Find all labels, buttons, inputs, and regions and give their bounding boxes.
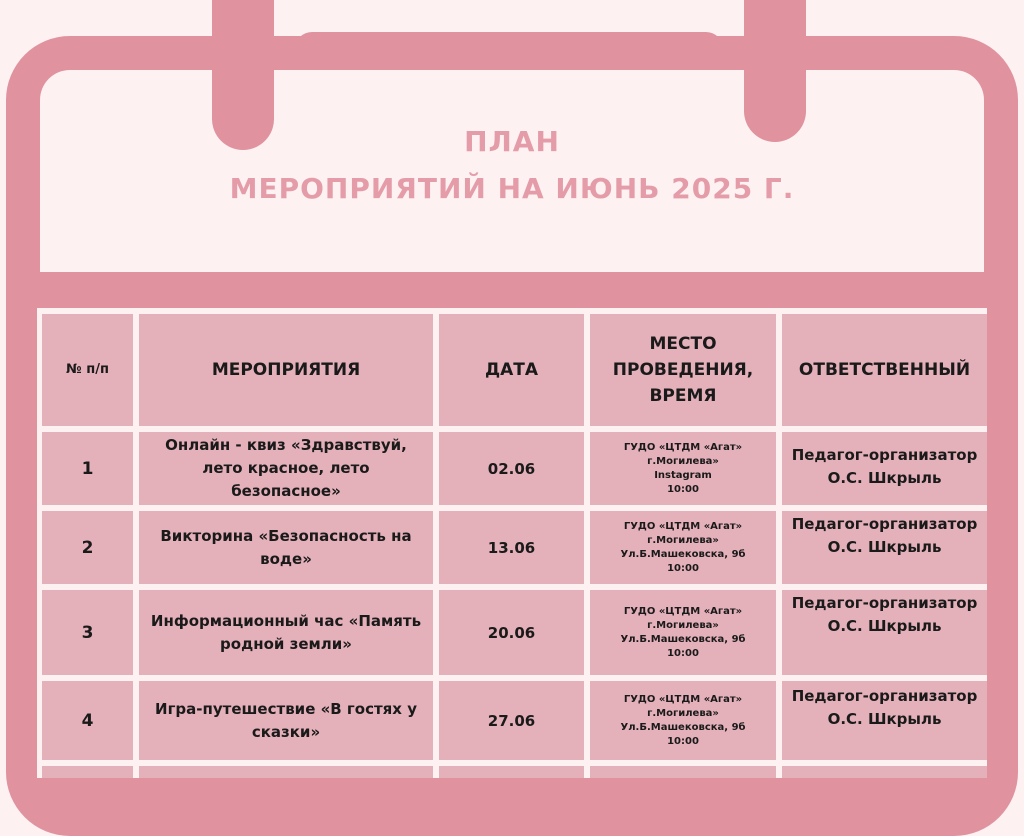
row-4-num — [42, 681, 133, 760]
row-responsible-role: Педагог-организатор — [791, 446, 978, 464]
row-2-place — [590, 511, 776, 584]
row-3-num — [42, 590, 133, 675]
row-3-date — [439, 590, 584, 675]
row-2-num — [42, 511, 133, 584]
row-2-date — [439, 511, 584, 584]
header-event-label: МЕРОПРИЯТИЯ — [211, 360, 361, 380]
row-4-responsible — [782, 681, 987, 760]
row-place-org: ГУДО «ЦТДМ «Агат» г.Могилева» — [623, 605, 743, 631]
row-responsible-name: О.С. Шкрыль — [827, 538, 942, 556]
row-place-org: ГУДО «ЦТДМ «Агат» г.Могилева» — [623, 520, 743, 546]
row-date-label: 20.06 — [487, 623, 536, 642]
calendar-ring-right — [744, 0, 806, 142]
plan-title: ПЛАН — [464, 125, 560, 158]
row-3-responsible — [782, 590, 987, 675]
row-place-org: ГУДО «ЦТДМ «Агат» г.Могилева» — [623, 441, 743, 467]
plan-subtitle: МЕРОПРИЯТИЙ НА ИЮНЬ 2025 Г. — [229, 172, 795, 205]
header-event — [139, 314, 433, 426]
row-place-org: ГУДО «ЦТДМ «Агат» г.Могилева» — [623, 693, 743, 719]
row-1-num — [42, 432, 133, 505]
calendar-top-bar — [295, 32, 723, 66]
row-place-location: Instagram — [654, 469, 712, 481]
header-num — [42, 314, 133, 426]
row-1-event — [139, 432, 433, 505]
row-3-place — [590, 590, 776, 675]
calendar-header-page — [40, 70, 984, 272]
header-num-label: № п/п — [66, 362, 109, 377]
row-2-responsible — [782, 511, 987, 584]
row-1-place — [590, 432, 776, 505]
row-date-label: 02.06 — [487, 459, 536, 478]
row-responsible-name: О.С. Шкрыль — [827, 710, 942, 728]
row-responsible-role: Педагог-организатор — [791, 594, 978, 612]
header-place-label: МЕСТО ПРОВЕДЕНИЯ, ВРЕМЯ — [612, 334, 754, 406]
row-1-date — [439, 432, 584, 505]
row-2-event — [139, 511, 433, 584]
row-place-location: Ул.Б.Машековска, 9б — [620, 548, 746, 560]
row-event-label: Онлайн - квиз «Здравствуй, лето красное, лето безопасное» — [165, 436, 407, 500]
row-place-time: 10:00 — [667, 735, 699, 747]
row-3-event — [139, 590, 433, 675]
header-responsible-label: ОТВЕТСТВЕННЫЙ — [798, 360, 971, 380]
row-1-responsible — [782, 432, 987, 505]
row-event-label: Информационный час «Память родной земли» — [150, 611, 422, 653]
row-4-place — [590, 681, 776, 760]
row-responsible-name: О.С. Шкрыль — [827, 469, 942, 487]
row-num-label: 2 — [81, 537, 94, 558]
row-place-time: 10:00 — [667, 562, 699, 574]
row-num-label: 3 — [81, 622, 94, 643]
header-responsible — [782, 314, 987, 426]
row-date-label: 27.06 — [487, 711, 536, 730]
row-place-location: Ул.Б.Машековска, 9б — [620, 633, 746, 645]
row-place-time: 10:00 — [667, 483, 699, 495]
row-4-date — [439, 681, 584, 760]
row-event-label: Игра-путешествие «В гостях у сказки» — [155, 699, 417, 741]
row-place-location: Ул.Б.Машековска, 9б — [620, 721, 746, 733]
row-date-label: 13.06 — [487, 538, 536, 557]
header-place — [590, 314, 776, 426]
row-event-label: Викторина «Безопасность на воде» — [160, 526, 412, 568]
header-date — [439, 314, 584, 426]
row-4-event — [139, 681, 433, 760]
row-num-label: 1 — [81, 458, 94, 479]
row-responsible-role: Педагог-организатор — [791, 515, 978, 533]
row-place-time: 10:00 — [667, 647, 699, 659]
row-responsible-name: О.С. Шкрыль — [827, 617, 942, 635]
events-table — [37, 308, 987, 778]
row-responsible-role: Педагог-организатор — [791, 687, 978, 705]
row-num-label: 4 — [81, 710, 94, 731]
header-date-label: ДАТА — [484, 360, 539, 380]
